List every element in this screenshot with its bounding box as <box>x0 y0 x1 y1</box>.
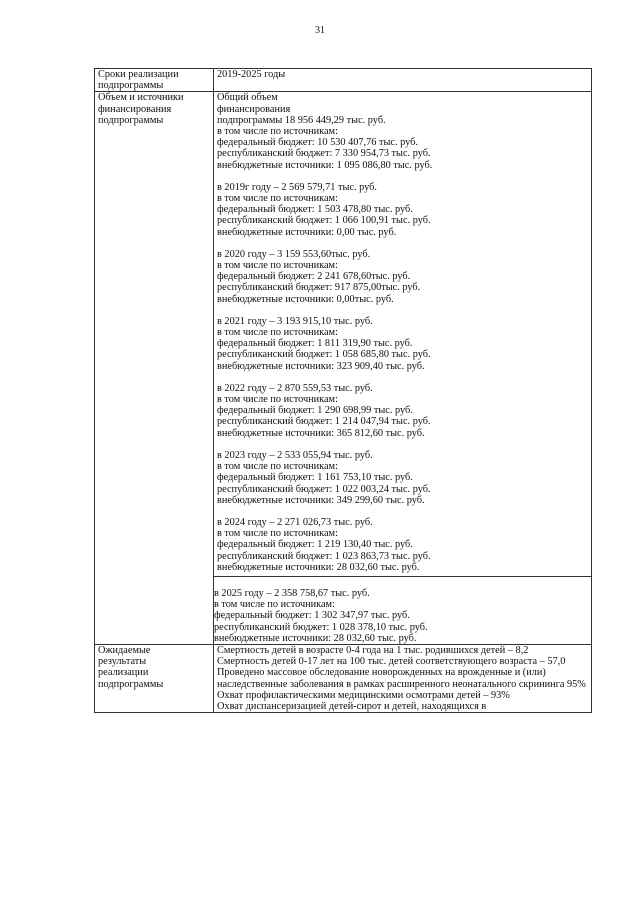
funding-year-line: в 2020 году – 3 159 553,60тыс. руб. <box>217 248 371 260</box>
funding-year-2025 <box>214 576 591 644</box>
funding-total-line: республиканский бюджет: 7 330 954,73 тыс. руб. <box>217 148 431 160</box>
results-label-line: Ожидаемые <box>98 644 151 656</box>
funding-year-line: федеральный бюджет: 1 219 130,40 тыс. руб. <box>217 539 413 551</box>
funding-year-2020 <box>217 249 588 305</box>
funding-year-line: республиканский бюджет: 1 028 378,10 тыс. руб. <box>214 621 428 633</box>
funding-year-line: республиканский бюджет: 1 022 003,24 тыс. руб. <box>217 483 431 495</box>
results-label-cell <box>95 644 214 712</box>
results-label-line: реализации <box>98 667 149 679</box>
funding-year-line: федеральный бюджет: 1 161 753,10 тыс. руб. <box>217 472 413 484</box>
funding-year-line: республиканский бюджет: 1 023 863,73 тыс. руб. <box>217 550 431 562</box>
funding-total-line: Общий объем <box>217 92 278 104</box>
table-row-funding <box>95 92 592 645</box>
funding-year-2019 <box>217 182 588 238</box>
term-label-line: подпрограммы <box>98 80 164 92</box>
funding-label-cell <box>95 92 214 645</box>
funding-year-line: республиканский бюджет: 1 058 685,80 тыс. руб. <box>217 349 431 361</box>
term-value-cell <box>214 69 592 92</box>
funding-label-line: подпрограммы <box>98 114 164 126</box>
funding-year-line: в том числе по источникам: <box>217 394 338 406</box>
term-label-cell <box>95 69 214 92</box>
term-label-line: Сроки реализации <box>98 69 179 80</box>
funding-year-line: республиканский бюджет: 917 875,00тыс. руб. <box>217 282 421 294</box>
funding-year-2024 <box>217 517 588 573</box>
result-item: Проведено массовое обследование новорожденных на врожденные и (или) наследственные заболевания в рамках расширенного неонатального скрининга 95% <box>217 667 586 690</box>
funding-label-line: Объем и источники <box>98 92 184 104</box>
funding-year-line: в том числе по источникам: <box>217 193 338 205</box>
funding-year-line: в 2021 году – 3 193 915,10 тыс. руб. <box>217 315 373 327</box>
page-number: 31 <box>315 25 325 36</box>
result-item: Смертность детей в возрасте 0-4 года на 1 тыс. родившихся детей – 8,2 <box>217 644 529 656</box>
result-item: Смертность детей 0-17 лет на 100 тыс. детей соответствующего возраста – 57,0 <box>217 656 566 668</box>
funding-total-line: финансирования <box>217 103 291 115</box>
table-row-results <box>95 644 592 712</box>
funding-year-2021 <box>217 316 588 372</box>
funding-year-line: в том числе по источникам: <box>217 461 338 473</box>
funding-year-line: в том числе по источникам: <box>214 599 335 611</box>
funding-total-line: федеральный бюджет: 10 530 407,76 тыс. руб. <box>217 137 418 149</box>
funding-year-line: федеральный бюджет: 1 290 698,99 тыс. руб. <box>217 405 413 417</box>
funding-year-2022 <box>217 383 588 439</box>
funding-year-line: в 2019г году – 2 569 579,71 тыс. руб. <box>217 181 377 193</box>
funding-total-line: в том числе по источникам: <box>217 126 338 138</box>
funding-year-line: внебюджетные источники: 28 032,60 тыс. руб. <box>214 632 417 644</box>
funding-total-block <box>217 92 588 170</box>
funding-year-line: внебюджетные источники: 0,00 тыс. руб. <box>217 226 397 238</box>
funding-year-line: в 2023 году – 2 533 055,94 тыс. руб. <box>217 449 373 461</box>
funding-year-line: в 2024 году – 2 271 026,73 тыс. руб. <box>217 516 373 528</box>
funding-year-line: в том числе по источникам: <box>217 528 338 540</box>
funding-year-line: федеральный бюджет: 1 811 319,90 тыс. руб. <box>217 338 413 350</box>
result-item: Охват диспансеризацией детей-сирот и детей, находящихся в <box>217 700 487 712</box>
funding-year-line: внебюджетные источники: 349 299,60 тыс. руб. <box>217 494 425 506</box>
funding-year-line: республиканский бюджет: 1 214 047,94 тыс. руб. <box>217 416 431 428</box>
results-label-line: подпрограммы <box>98 678 164 690</box>
term-value: 2019-2025 годы <box>217 69 286 80</box>
funding-value-cell <box>214 92 592 645</box>
funding-year-line: внебюджетные источники: 0,00тыс. руб. <box>217 293 394 305</box>
funding-year-2023 <box>217 450 588 506</box>
result-item: Охват профилактическими медицинскими осмотрами детей – 93% <box>217 689 510 701</box>
funding-year-line: внебюджетные источники: 323 909,40 тыс. руб. <box>217 360 425 372</box>
funding-year-line: в том числе по источникам: <box>217 260 338 272</box>
subprogram-passport-table <box>94 68 592 713</box>
results-value-cell <box>214 644 592 712</box>
funding-year-line: федеральный бюджет: 2 241 678,60тыс. руб. <box>217 271 411 283</box>
table-row-term <box>95 69 592 92</box>
funding-total-line: внебюджетные источники: 1 095 086,80 тыс. руб. <box>217 159 433 171</box>
funding-year-line: в 2022 году – 2 870 559,53 тыс. руб. <box>217 382 373 394</box>
funding-year-line: федеральный бюджет: 1 302 347,97 тыс. руб. <box>214 610 410 622</box>
funding-year-line: федеральный бюджет: 1 503 478,80 тыс. руб. <box>217 204 413 216</box>
funding-year-line: внебюджетные источники: 365 812,60 тыс. руб. <box>217 427 425 439</box>
funding-total-line: подпрограммы 18 956 449,29 тыс. руб. <box>217 114 386 126</box>
funding-label-line: финансирования <box>98 103 172 115</box>
funding-year-line: в 2025 году – 2 358 758,67 тыс. руб. <box>214 587 370 599</box>
results-label-line: результаты <box>98 656 147 668</box>
funding-year-line: внебюджетные источники: 28 032,60 тыс. руб. <box>217 561 420 573</box>
funding-year-line: в том числе по источникам: <box>217 327 338 339</box>
funding-year-line: республиканский бюджет: 1 066 100,91 тыс. руб. <box>217 215 431 227</box>
